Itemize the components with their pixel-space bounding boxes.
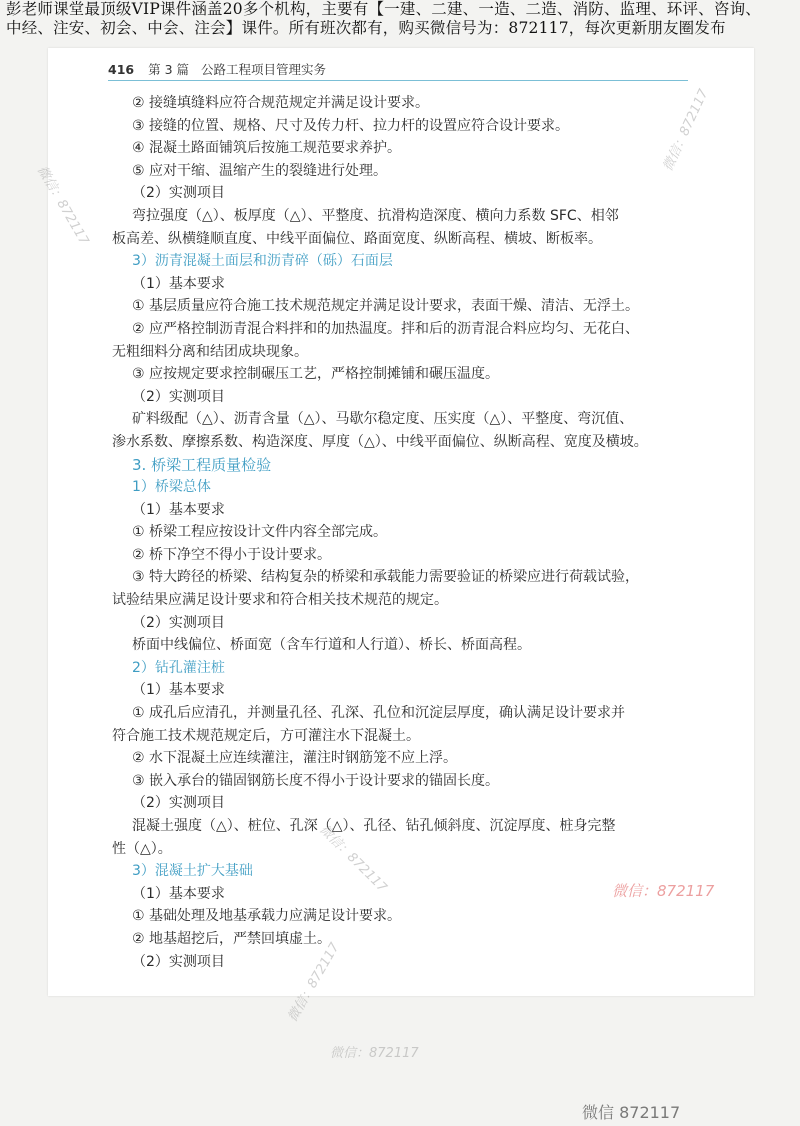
section-heading: 3）混凝土扩大基础 (132, 863, 253, 880)
watermark: 微信：872117 (316, 822, 390, 896)
text-line: ④ 混凝土路面铺筑后按施工规范要求养护。 (132, 140, 401, 157)
text-line: ① 桥梁工程应按设计文件内容全部完成。 (132, 524, 387, 541)
text-line: ⑤ 应对干缩、温缩产生的裂缝进行处理。 (132, 162, 387, 179)
text-line: （1）基本要求 (132, 275, 225, 292)
text-line: ① 成孔后应清孔，并测量孔径、孔深、孔位和沉淀层厚度，确认满足设计要求并 (132, 705, 625, 722)
watermark: 微信：872117 (330, 1046, 419, 1061)
text-line: ② 应严格控制沥青混合料拌和的加热温度。拌和后的沥青混合料应均匀、无花白、 (132, 320, 639, 337)
watermark: 微信：872117 (660, 87, 712, 174)
watermark: 微信：872117 (285, 940, 343, 1025)
text-line: 矿料级配（△）、沥青含量（△）、马歇尔稳定度、压实度（△）、平整度、弯沉值、 (132, 411, 634, 428)
text-line: ③ 应按规定要求控制碾压工艺，严格控制摊铺和碾压温度。 (132, 366, 499, 383)
header-rule (108, 80, 688, 81)
text-line: ③ 特大跨径的桥梁、结构复杂的桥梁和承载能力需要验证的桥梁应进行荷载试验， (132, 569, 639, 586)
text-line: 弯拉强度（△）、板厚度（△）、平整度、抗滑构造深度、横向力系数 SFC、相邻 (132, 207, 619, 224)
page-header (108, 58, 688, 80)
chapter-title: 公路工程项目管理实务 (201, 62, 327, 77)
corner-watermark: 微信 872117 (582, 1103, 681, 1122)
text-line: ② 水下混凝土应连续灌注，灌注时钢筋笼不应上浮。 (132, 750, 457, 767)
text-line: ③ 嵌入承台的锚固钢筋长度不得小于设计要求的锚固长度。 (132, 772, 499, 789)
text-line: 无粗细料分离和结团成块现象。 (112, 343, 308, 360)
text-line: （2）实测项目 (132, 795, 225, 812)
page-number: 416 (108, 61, 135, 77)
book-page (48, 48, 754, 996)
text-line: ② 桥下净空不得小于设计要求。 (132, 546, 332, 563)
text-line: ③ 接缝的位置、规格、尺寸及传力杆、拉力杆的设置应符合设计要求。 (132, 117, 569, 134)
text-line: 板高差、纵横缝顺直度、中线平面偏位、路面宽度、纵断高程、横坡、断板率。 (112, 230, 602, 247)
text-line: （1）基本要求 (132, 682, 225, 699)
section-heading: 1）桥梁总体 (132, 479, 211, 496)
text-line: 渗水系数、摩擦系数、构造深度、厚度（△）、中线平面偏位、纵断高程、宽度及横坡。 (112, 433, 648, 450)
promo-banner-line-1: 彭老师课堂最顶级VIP课件涵盖20多个机构，主要有【一建、二建、一造、二造、消防、监理、环评、咨询、 (6, 0, 761, 18)
watermark: 微信：872117 (33, 163, 92, 248)
chapter-label: 第 3 篇 (148, 62, 189, 77)
text-line: 符合施工技术规范规定后，方可灌注水下混凝土。 (112, 727, 420, 744)
promo-banner-line-2: 中经、注安、初会、中会、注会】课件。所有班次都有，购买微信号为：872117，每次更新朋友圈发布 (6, 19, 726, 37)
section-heading: 3）沥青混凝土面层和沥青碎（砾）石面层 (132, 253, 393, 270)
promo-banner (0, 0, 800, 38)
text-line: ② 接缝填缝料应符合规范规定并满足设计要求。 (132, 95, 429, 111)
text-line: 混凝土强度（△）、桩位、孔深（△）、孔径、钻孔倾斜度、沉淀厚度、桩身完整 (132, 818, 616, 834)
text-line: 桥面中线偏位、桥面宽（含车行道和人行道）、桥长、桥面高程。 (132, 637, 531, 654)
text-line: （2）实测项目 (132, 388, 225, 405)
text-line: （1）基本要求 (132, 885, 225, 902)
text-line: 试验结果应满足设计要求和符合相关技术规范的规定。 (112, 592, 448, 609)
text-line: （1）基本要求 (132, 501, 225, 518)
section-heading: 2）钻孔灌注桩 (132, 659, 225, 676)
chapter-heading: 3. 桥梁工程质量检验 (132, 455, 272, 474)
text-line: （2）实测项目 (132, 185, 225, 202)
text-line: ① 基础处理及地基承载力应满足设计要求。 (132, 908, 401, 925)
text-line: ② 地基超挖后，严禁回填虚土。 (132, 930, 332, 947)
watermark: 微信：872117 (612, 882, 715, 900)
text-line: ① 基层质量应符合施工技术规范规定并满足设计要求，表面干燥、清洁、无浮土。 (132, 298, 639, 315)
text-line: （2）实测项目 (132, 953, 225, 970)
page-body (112, 92, 680, 973)
text-line: 性（△）。 (112, 840, 172, 857)
text-line: （2）实测项目 (132, 614, 225, 631)
